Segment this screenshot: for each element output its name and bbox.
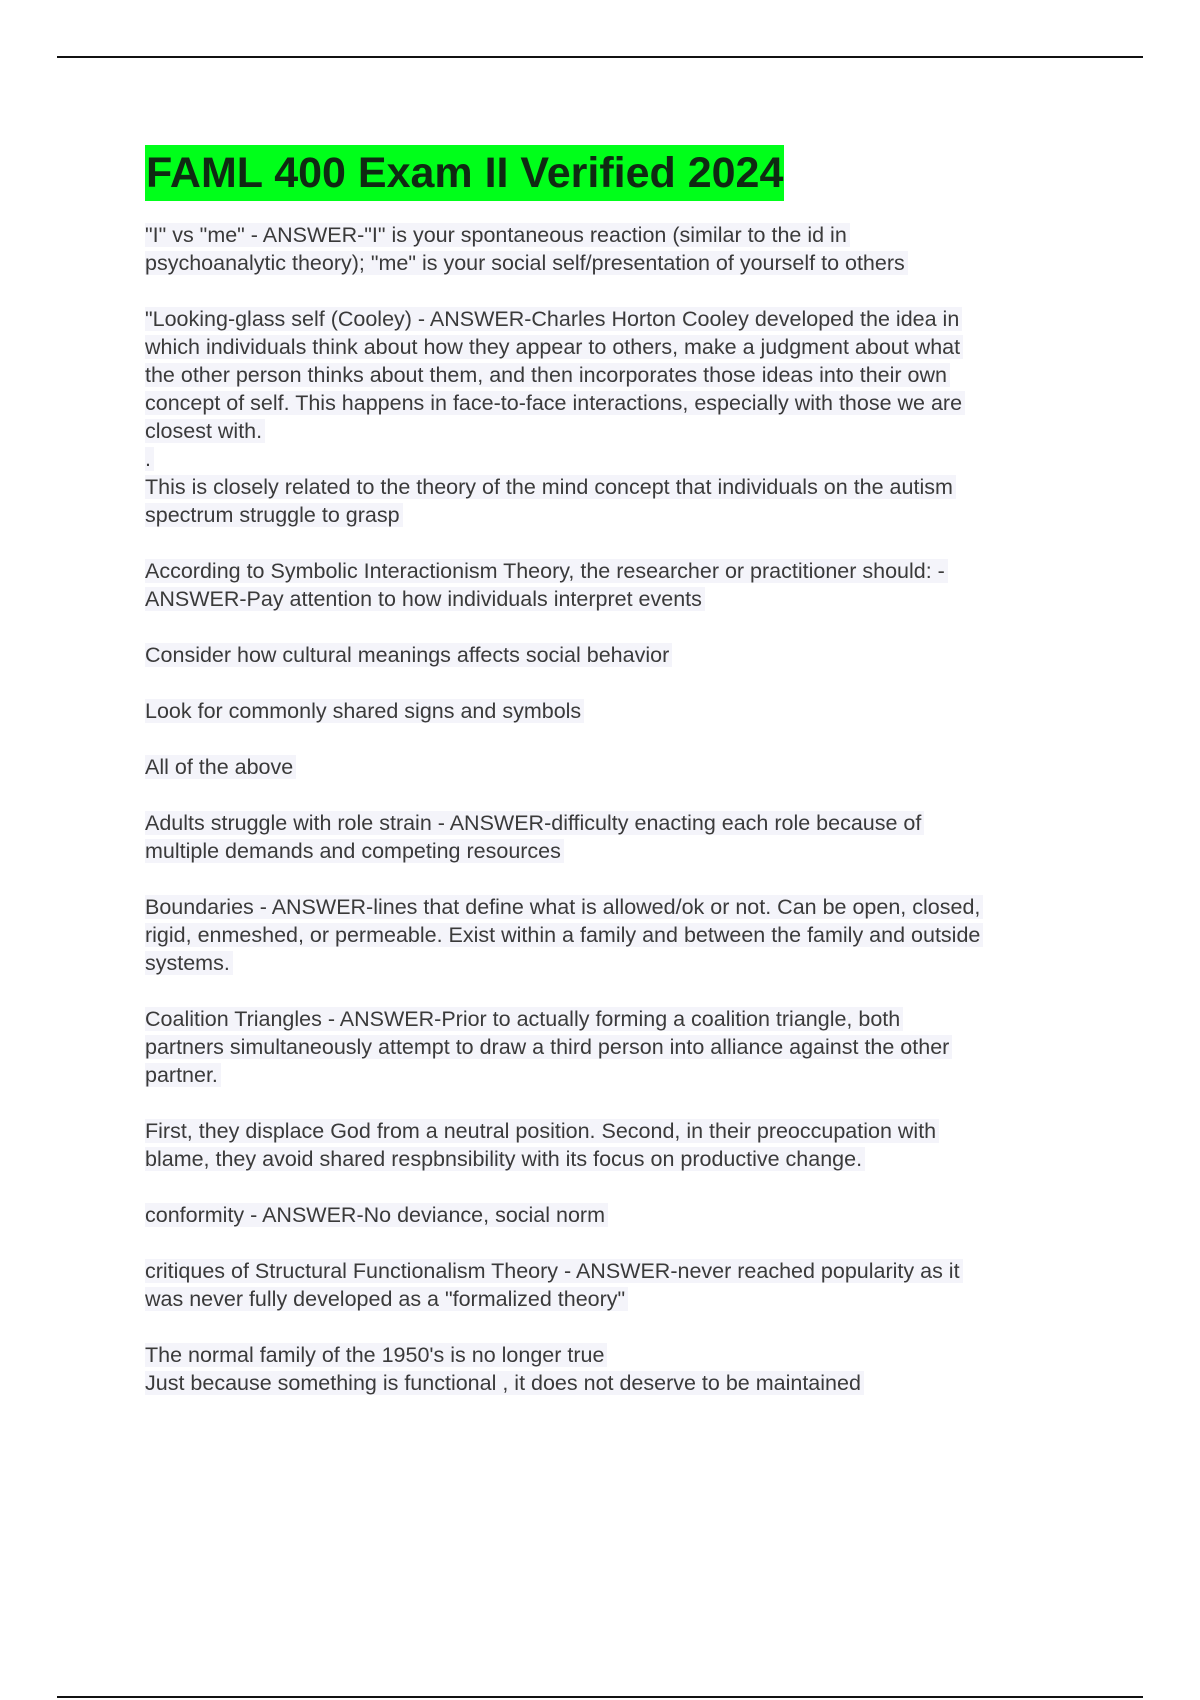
qa-entry: [145, 1201, 1095, 1229]
line-text: Just because something is functional , it does not deserve to be maintained: [145, 1371, 864, 1395]
line-text: partner.: [145, 1063, 221, 1087]
text-line: [145, 221, 1095, 249]
bottom-rule: [57, 1696, 1143, 1698]
line-text: "Looking-glass self (Cooley) - ANSWER-Charles Horton Cooley developed the idea in: [145, 307, 962, 331]
qa-entry: [145, 697, 1095, 725]
text-line: [145, 1257, 1095, 1285]
text-line: [145, 417, 1095, 445]
text-line: [145, 501, 1095, 529]
line-text: the other person thinks about them, and then incorporates those ideas into their own: [145, 363, 950, 387]
line-text: According to Symbolic Interactionism Theory, the researcher or practitioner should: -: [145, 559, 948, 583]
line-text: Coalition Triangles - ANSWER-Prior to actually forming a coalition triangle, both: [145, 1007, 903, 1031]
line-text: systems.: [145, 951, 233, 975]
text-line: [145, 921, 1095, 949]
text-line: [145, 445, 1095, 473]
qa-entry: [145, 1257, 1095, 1313]
qa-entry: [145, 641, 1095, 669]
text-line: [145, 249, 1095, 277]
line-text: "I" vs "me" - ANSWER-"I" is your spontaneous reaction (similar to the id in: [145, 223, 850, 247]
text-line: [145, 949, 1095, 977]
text-line: [145, 809, 1095, 837]
line-text: Adults struggle with role strain - ANSWER-difficulty enacting each role because of: [145, 811, 924, 835]
text-line: [145, 1005, 1095, 1033]
qa-entry: [145, 557, 1095, 613]
line-text: Look for commonly shared signs and symbols: [145, 699, 584, 723]
line-text: spectrum struggle to grasp: [145, 503, 403, 527]
top-rule: [57, 56, 1143, 58]
text-line: [145, 305, 1095, 333]
qa-entry: [145, 893, 1095, 977]
line-text: conformity - ANSWER-No deviance, social norm: [145, 1203, 608, 1227]
line-text: blame, they avoid shared respbnsibility with its focus on productive change.: [145, 1147, 865, 1171]
line-text: rigid, enmeshed, or permeable. Exist within a family and between the family and outside: [145, 923, 983, 947]
line-text: Boundaries - ANSWER-lines that define what is allowed/ok or not. Can be open, closed,: [145, 895, 983, 919]
qa-entry: [145, 221, 1095, 277]
text-line: [145, 697, 1095, 725]
text-line: [145, 1341, 1095, 1369]
qa-entry: [145, 305, 1095, 529]
document-title: FAML 400 Exam II Verified 2024: [145, 145, 784, 201]
text-line: [145, 333, 1095, 361]
line-text: closest with.: [145, 419, 265, 443]
text-line: [145, 1285, 1095, 1313]
line-text: which individuals think about how they appear to others, make a judgment about what: [145, 335, 963, 359]
document-body: [145, 145, 1095, 1397]
qa-entry: [145, 809, 1095, 865]
qa-entry: [145, 1005, 1095, 1089]
text-line: [145, 1061, 1095, 1089]
line-text: The normal family of the 1950's is no longer true: [145, 1343, 607, 1367]
line-text: ANSWER-Pay attention to how individuals interpret events: [145, 587, 705, 611]
line-text: concept of self. This happens in face-to-face interactions, especially with those we are: [145, 391, 965, 415]
text-line: [145, 1117, 1095, 1145]
text-line: [145, 641, 1095, 669]
line-text: .: [145, 447, 154, 471]
text-line: [145, 585, 1095, 613]
text-line: [145, 361, 1095, 389]
qa-entry: [145, 753, 1095, 781]
qa-list: [145, 221, 1095, 1397]
text-line: [145, 893, 1095, 921]
text-line: [145, 389, 1095, 417]
line-text: All of the above: [145, 755, 296, 779]
line-text: multiple demands and competing resources: [145, 839, 564, 863]
line-text: critiques of Structural Functionalism Theory - ANSWER-never reached popularity as it: [145, 1259, 963, 1283]
line-text: This is closely related to the theory of the mind concept that individuals on the autism: [145, 475, 956, 499]
text-line: [145, 473, 1095, 501]
text-line: [145, 1369, 1095, 1397]
text-line: [145, 1033, 1095, 1061]
line-text: Consider how cultural meanings affects social behavior: [145, 643, 672, 667]
text-line: [145, 1145, 1095, 1173]
text-line: [145, 837, 1095, 865]
text-line: [145, 753, 1095, 781]
qa-entry: [145, 1341, 1095, 1397]
line-text: partners simultaneously attempt to draw a third person into alliance against the other: [145, 1035, 952, 1059]
line-text: psychoanalytic theory); "me" is your social self/presentation of yourself to others: [145, 251, 908, 275]
line-text: First, they displace God from a neutral position. Second, in their preoccupation with: [145, 1119, 939, 1143]
text-line: [145, 1201, 1095, 1229]
qa-entry: [145, 1117, 1095, 1173]
text-line: [145, 557, 1095, 585]
line-text: was never fully developed as a "formalized theory": [145, 1287, 628, 1311]
